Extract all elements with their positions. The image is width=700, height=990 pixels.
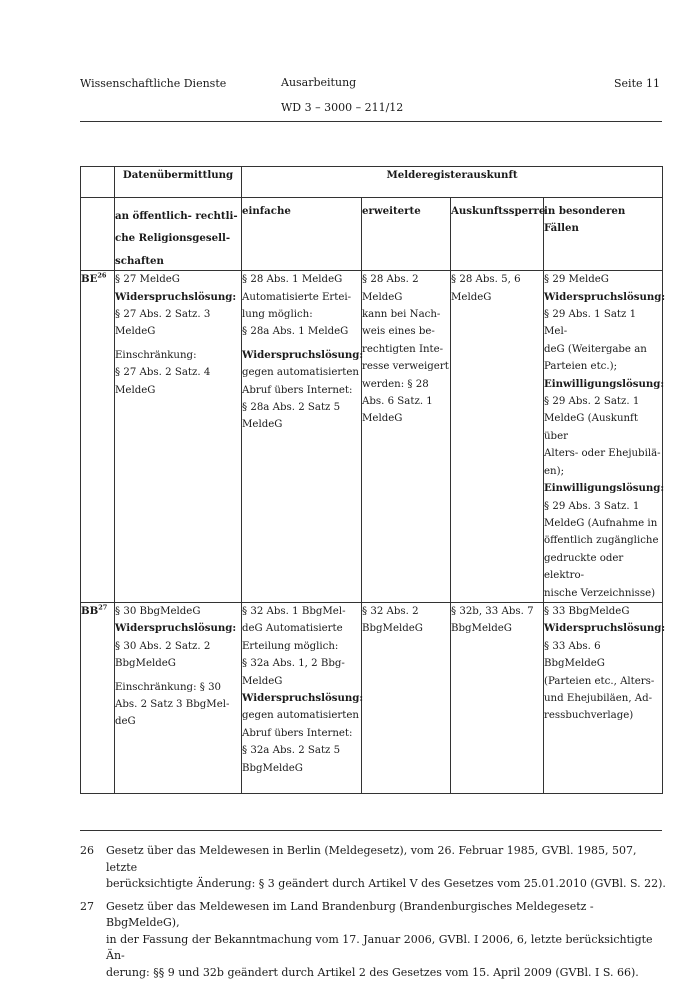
text-line: BbgMeldeG bbox=[242, 762, 303, 774]
header-page-number: Seite 11 bbox=[614, 77, 660, 90]
text-line: Gesetz über das Meldewesen in Berlin (Meldegesetz), vom 26. Februar 1985, GVBl. 1985, 507, letzte bbox=[106, 844, 637, 874]
col-header-besondere-faelle-text: in besonderen Fällen bbox=[544, 205, 626, 235]
col-header-erweiterte-text: erweiterte bbox=[362, 205, 421, 217]
text-line: § 28 Abs. 1 MeldeG bbox=[242, 274, 343, 286]
text-line: werden: § 28 bbox=[362, 378, 429, 390]
text-line: Einschränkung: bbox=[115, 349, 197, 361]
text-line: ressbuchverlage) bbox=[544, 710, 634, 722]
text-line: kann bei Nach- bbox=[362, 309, 441, 321]
row-label-be-text: BE bbox=[81, 273, 98, 286]
text-line: berücksichtigte Änderung: § 3 geändert durch Artikel V des Gesetzes vom 25.01.2010 (GVBl. S. 22). bbox=[106, 877, 666, 890]
text-line: Abruf übers Internet: bbox=[242, 384, 353, 396]
text-line: in der Fassung der Bekanntmachung vom 17. Januar 2006, GVBl. I 2006, 6, letzte berücksichtigte Än- bbox=[106, 932, 653, 962]
group-header-melderegisterauskunft: Melderegisterauskunft bbox=[242, 167, 663, 198]
text-line: an öffentlich- rechtli- bbox=[115, 210, 238, 222]
text-line: § 32a Abs. 1, 2 Bbg- bbox=[242, 658, 345, 670]
text-line: gegen automatisierten bbox=[242, 367, 359, 379]
text-line: Gesetz über das Meldewesen im Land Brandenburg (Brandenburgisches Meldegesetz - BbgMeldeG), bbox=[106, 899, 594, 929]
text-line: MeldeG (Aufnahme in bbox=[544, 517, 658, 529]
footnote-number: 27 bbox=[80, 899, 94, 913]
footnote-ref-26: 26 bbox=[97, 271, 107, 280]
cell-be-auskunftssperre bbox=[451, 271, 544, 603]
text-line: gedruckte oder elektro- bbox=[544, 552, 624, 582]
text-line: § 27 MeldeG bbox=[115, 274, 180, 286]
text-line: § 33 Abs. 6 BbgMeldeG bbox=[544, 640, 605, 670]
text-line: rechtigten Inte- bbox=[362, 343, 444, 355]
text-line: MeldeG bbox=[242, 419, 283, 431]
col-header-oeffentlich bbox=[115, 198, 242, 271]
table-row-bb bbox=[81, 602, 663, 793]
text-line: weis eines be- bbox=[362, 326, 435, 338]
text-line: § 28 Abs. 5, 6 bbox=[451, 274, 521, 286]
text-line: § 27 Abs. 2 Satz. 3 bbox=[115, 309, 211, 321]
text-line: Widerspruchslösung: bbox=[544, 290, 666, 303]
row-label-bb bbox=[81, 602, 115, 793]
text-line: deG Automatisierte bbox=[242, 623, 343, 635]
cell-bb-auskunftssperre bbox=[451, 602, 544, 793]
text-line: MeldeG bbox=[115, 326, 156, 338]
text-line: Einwilligungslösung: bbox=[544, 482, 665, 495]
text-line: § 32a Abs. 2 Satz 5 bbox=[242, 745, 341, 757]
col-header-erweiterte bbox=[362, 198, 451, 271]
text-line: Widerspruchslösung: bbox=[544, 622, 666, 635]
text-line: MeldeG bbox=[362, 291, 403, 303]
text-line: § 29 Abs. 2 Satz. 1 bbox=[544, 396, 640, 408]
text-line: lung möglich: bbox=[242, 309, 313, 321]
text-line: Parteien etc.); bbox=[544, 361, 618, 373]
cell-be-erweiterte bbox=[362, 271, 451, 603]
col-header-auskunftssperre bbox=[451, 198, 544, 271]
text-line: derung: §§ 9 und 32b geändert durch Artikel 2 des Gesetzes vom 15. April 2009 (GVBl. I S. 66). bbox=[106, 965, 639, 979]
text-line: Alters- oder Ehejubilä- bbox=[544, 448, 661, 460]
text-line: § 30 Abs. 2 Satz. 2 bbox=[115, 640, 211, 652]
cell-bb-besondere-faelle bbox=[544, 602, 666, 793]
footnote-26 bbox=[80, 843, 670, 893]
header-institution: Wissenschaftliche Dienste bbox=[80, 77, 227, 90]
text-line: § 32b, 33 Abs. 7 bbox=[451, 605, 534, 617]
text-line: resse verweigert bbox=[362, 361, 449, 373]
text-line: Abs. 2 Satz 3 BbgMel- bbox=[115, 698, 230, 710]
corner-cell bbox=[81, 167, 115, 198]
col-header-einfache-text: einfache bbox=[242, 205, 291, 217]
footnote-ref-27: 27 bbox=[98, 603, 108, 612]
cell-bb-erweiterte bbox=[362, 602, 451, 793]
text-line: § 28 Abs. 2 bbox=[362, 274, 419, 286]
text-line: und Ehejubiläen, Ad- bbox=[544, 692, 653, 704]
text-line: schaften bbox=[115, 254, 164, 267]
text-line: § 28a Abs. 1 MeldeG bbox=[242, 326, 349, 338]
footnote-number: 26 bbox=[80, 844, 94, 857]
melderecht-table bbox=[80, 166, 666, 794]
text-line: Widerspruchslösung: bbox=[115, 622, 237, 635]
empty-label-cell bbox=[81, 198, 115, 271]
text-line: Einschränkung: § 30 bbox=[115, 681, 222, 693]
cell-be-besondere-faelle bbox=[544, 271, 666, 603]
col-header-auskunftssperre-text: Auskunftssperre bbox=[451, 205, 546, 217]
text-line: Widerspruchslösung: bbox=[242, 691, 364, 704]
text-line: Abruf übers Internet: bbox=[242, 727, 353, 739]
text-line: öffentlich zugängliche bbox=[544, 535, 659, 547]
table-column-header-row bbox=[81, 198, 663, 271]
row-label-bb-text: BB bbox=[81, 604, 99, 617]
text-line: MeldeG (Auskunft über bbox=[544, 413, 638, 442]
footnotes bbox=[80, 843, 670, 987]
header-document-info bbox=[281, 70, 403, 120]
text-line: deG (Weitergabe an bbox=[544, 343, 647, 355]
text-line: Erteilung möglich: bbox=[242, 640, 339, 652]
text-line: § 28a Abs. 2 Satz 5 bbox=[242, 402, 341, 414]
text-line: § 32 Abs. 1 BbgMel- bbox=[242, 605, 346, 617]
text-line: MeldeG bbox=[115, 384, 156, 396]
text-line: Automatisierte Ertei- bbox=[242, 291, 352, 303]
text-line: nische Verzeichnisse) bbox=[544, 587, 656, 599]
col-header-einfache bbox=[242, 198, 362, 271]
text-line: MeldeG bbox=[242, 675, 283, 687]
text-line: Widerspruchslösung: bbox=[242, 348, 364, 361]
cell-bb-oeffentlich bbox=[115, 602, 242, 793]
text-line: § 29 Abs. 3 Satz. 1 bbox=[544, 500, 640, 512]
header-doc-number: WD 3 – 3000 – 211/12 bbox=[281, 101, 404, 114]
table-row-be bbox=[81, 271, 663, 603]
header-doc-type: Ausarbeitung bbox=[281, 76, 357, 89]
cell-be-einfache bbox=[242, 271, 362, 603]
text-line: Abs. 6 Satz. 1 bbox=[362, 396, 433, 408]
cell-be-oeffentlich bbox=[115, 271, 242, 603]
group-header-datenuebermittlung: Datenübermittlung bbox=[115, 167, 242, 198]
text-line: § 30 BbgMeldeG bbox=[115, 605, 201, 617]
text-line: Widerspruchslösung: bbox=[115, 290, 237, 303]
header-rule bbox=[80, 121, 662, 122]
text-line: Einwilligungslösung: bbox=[544, 377, 665, 390]
text-line: gegen automatisierten bbox=[242, 710, 359, 722]
footnote-27 bbox=[80, 899, 670, 982]
col-header-oeffentlich-text bbox=[115, 198, 241, 270]
text-line: en); bbox=[544, 465, 564, 477]
footnote-text bbox=[106, 843, 670, 893]
text-line: § 33 BbgMeldeG bbox=[544, 605, 630, 617]
text-line: che Religionsgesell- bbox=[115, 232, 231, 245]
table-group-header-row bbox=[81, 167, 663, 198]
cell-bb-einfache bbox=[242, 602, 362, 793]
text-line: BbgMeldeG bbox=[362, 623, 423, 635]
text-line: § 32 Abs. 2 bbox=[362, 605, 419, 617]
text-line: (Parteien etc., Alters- bbox=[544, 675, 655, 687]
text-line: MeldeG bbox=[362, 413, 403, 425]
text-line: MeldeG bbox=[451, 291, 492, 303]
text-line: BbgMeldeG bbox=[115, 658, 176, 670]
text-line: deG bbox=[115, 716, 136, 728]
col-header-besondere-faelle bbox=[544, 198, 663, 271]
text-line: § 29 MeldeG bbox=[544, 274, 609, 286]
footnote-rule bbox=[80, 830, 662, 831]
row-label-be bbox=[81, 271, 115, 603]
text-line: § 29 Abs. 1 Satz 1 Mel- bbox=[544, 309, 637, 338]
text-line: BbgMeldeG bbox=[451, 623, 512, 635]
text-line: § 27 Abs. 2 Satz. 4 bbox=[115, 367, 211, 379]
footnote-text bbox=[106, 899, 670, 982]
